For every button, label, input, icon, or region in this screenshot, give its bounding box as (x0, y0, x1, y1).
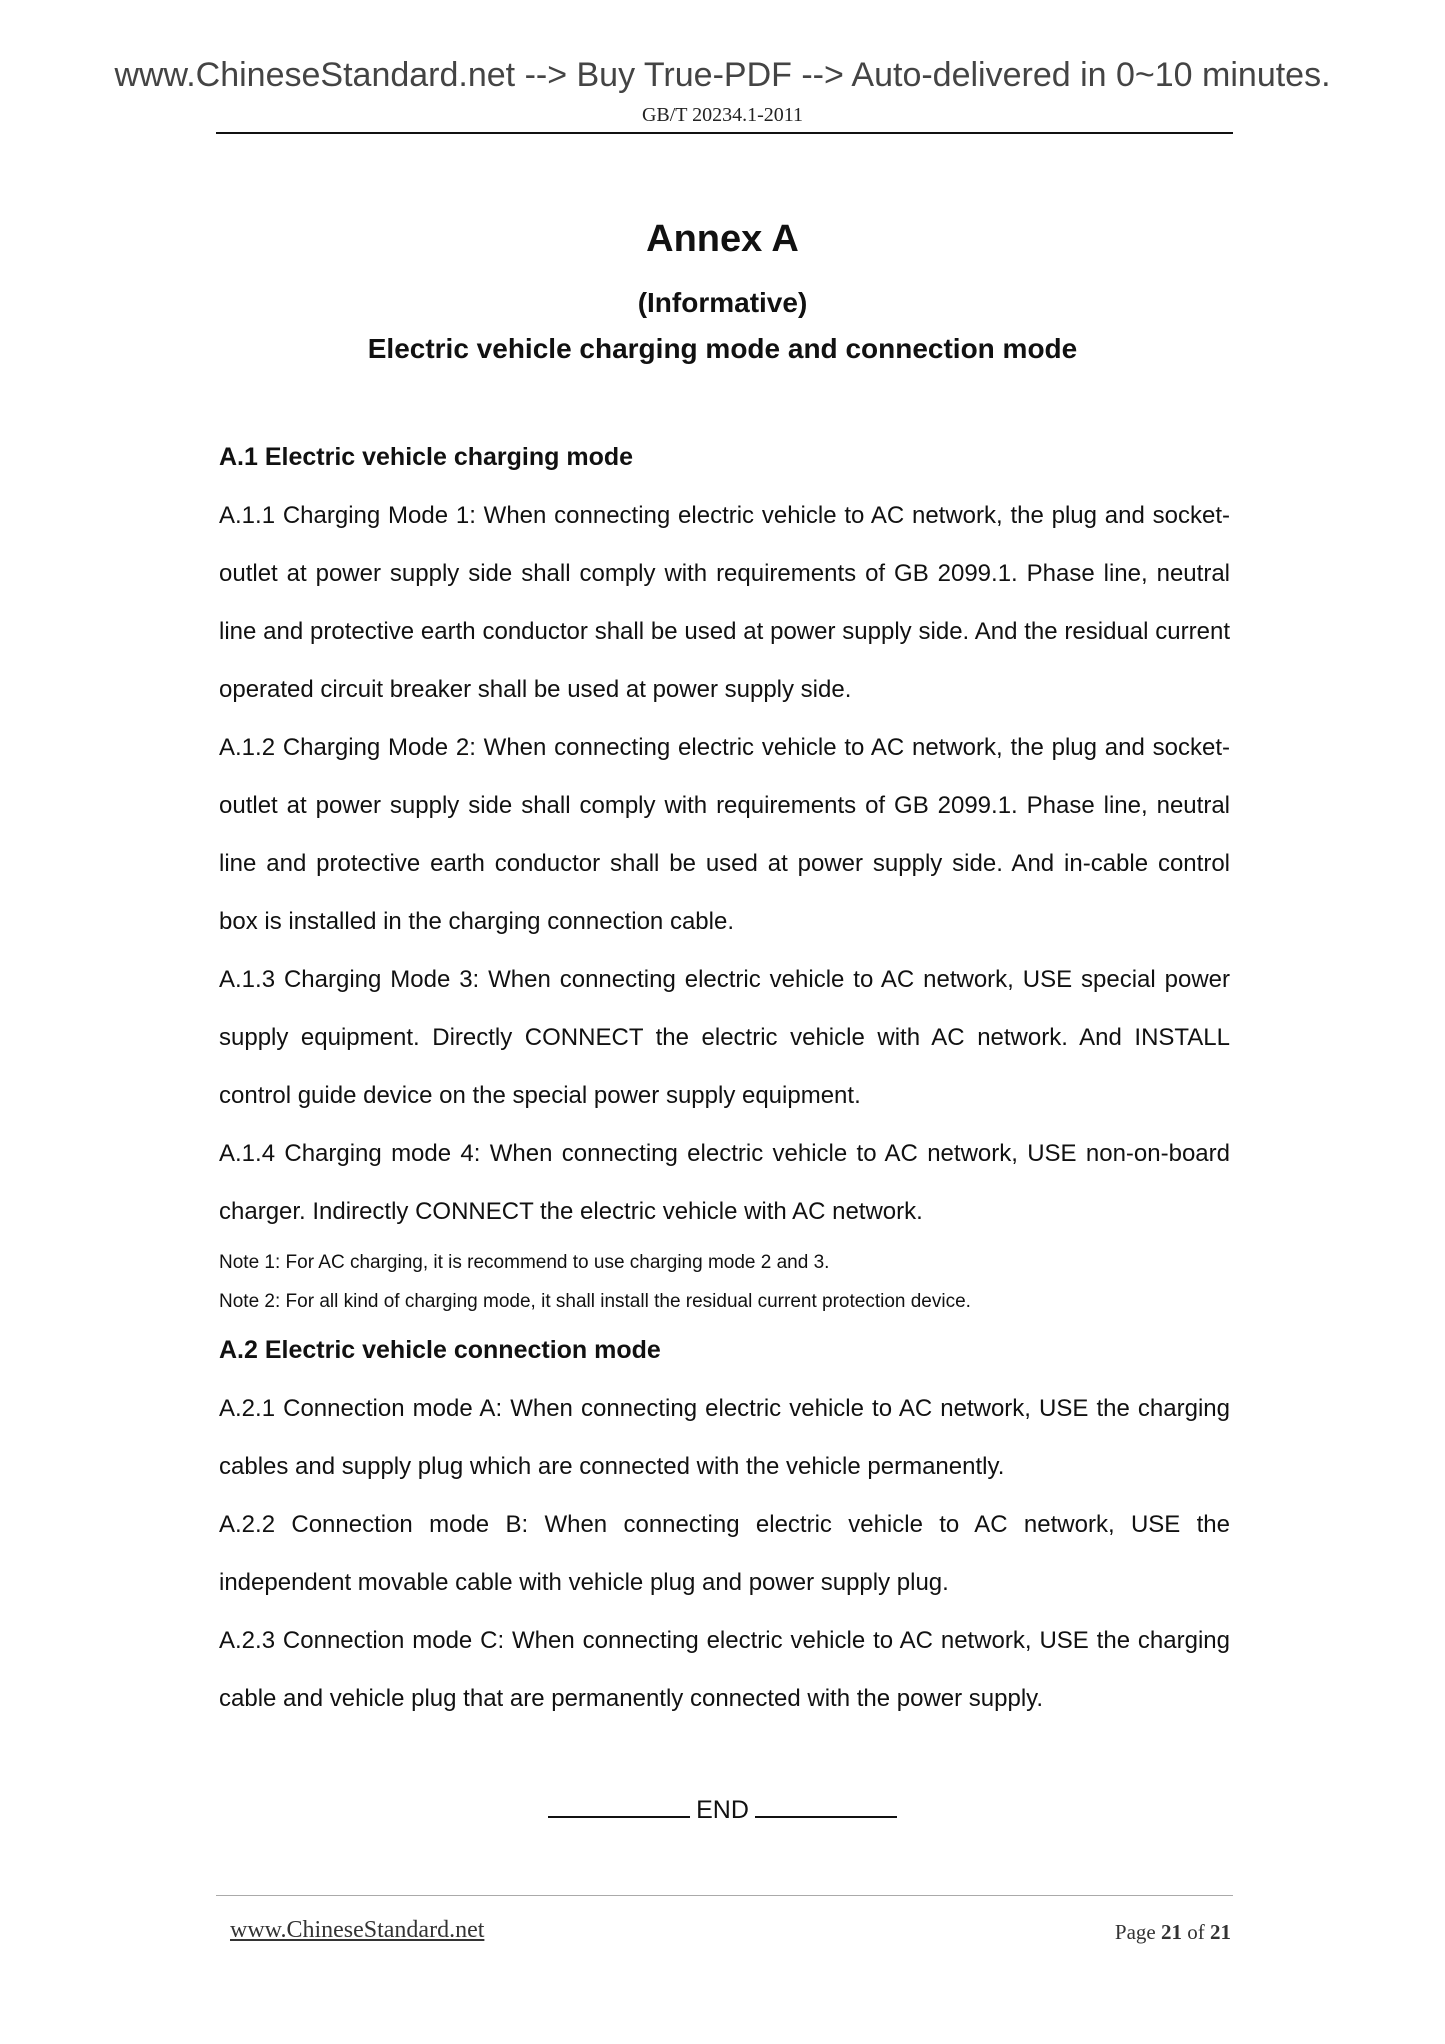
page-number (1115, 1920, 1231, 1945)
page-label: Page (1114, 1920, 1156, 1944)
paragraph-a1-4: A.1.4 Charging mode 4: When connecting electric vehicle to AC network, USE non-on-board charger. Indirectly CONNECT the electric vehicle with AC network. (219, 1140, 1230, 1225)
annex-title: Annex A (646, 218, 799, 260)
end-blank-left (548, 1794, 690, 1818)
note-1: Note 1: For AC charging, it is recommend to use charging mode 2 and 3. (219, 1252, 830, 1273)
page-of: of (1187, 1920, 1205, 1944)
paragraph-a2-2: A.2.2 Connection mode B: When connecting electric vehicle to AC network, USE the independent movable cable with vehicle plug and power supply plug. (219, 1511, 1230, 1596)
note-2: Note 2: For all kind of charging mode, it shall install the residual current protection device. (219, 1291, 971, 1312)
section-a1-heading: A.1 Electric vehicle charging mode (219, 443, 634, 471)
end-blank-right (755, 1794, 897, 1818)
end-text: END (696, 1796, 749, 1824)
page-total: 21 (1210, 1920, 1231, 1944)
paragraph-a1-2: A.1.2 Charging Mode 2: When connecting electric vehicle to AC network, the plug and socket-outlet at power supply side shall comply with requirements of GB 2099.1. Phase line, neutral line and protective earth conductor shall be used at power supply side. And in-cable control box is installed in the charging connection cable. (219, 734, 1230, 935)
annex-type: (Informative) (637, 287, 808, 318)
annex-subtitle: Electric vehicle charging mode and connection mode (367, 333, 1078, 364)
standard-code: GB/T 20234.1-2011 (641, 104, 804, 126)
header-divider (216, 132, 1233, 134)
paragraph-a2-3: A.2.3 Connection mode C: When connecting electric vehicle to AC network, USE the charging cable and vehicle plug that are permanently connected with the power supply. (219, 1627, 1230, 1712)
page-current: 21 (1161, 1920, 1182, 1944)
section-a2-heading: A.2 Electric vehicle connection mode (219, 1336, 661, 1364)
end-marker (0, 1794, 1445, 1825)
footer-divider (216, 1895, 1233, 1896)
paragraph-a1-1: A.1.1 Charging Mode 1: When connecting electric vehicle to AC network, the plug and socket-outlet at power supply side shall comply with requirements of GB 2099.1. Phase line, neutral line and protective earth conductor shall be used at power supply side. And the residual current operated circuit breaker shall be used at power supply side. (219, 502, 1230, 703)
top-banner: www.ChineseStandard.net --> Buy True-PDF --> Auto-delivered in 0~10 minutes. (114, 56, 1331, 94)
paragraph-a2-1: A.2.1 Connection mode A: When connecting electric vehicle to AC network, USE the charging cables and supply plug which are connected with the vehicle permanently. (219, 1395, 1230, 1480)
footer-site-link[interactable]: www.ChineseStandard.net (230, 1917, 485, 1943)
paragraph-a1-3: A.1.3 Charging Mode 3: When connecting electric vehicle to AC network, USE special power supply equipment. Directly CONNECT the electric vehicle with AC network. And INSTALL control guide device on the special power supply equipment. (219, 966, 1230, 1109)
